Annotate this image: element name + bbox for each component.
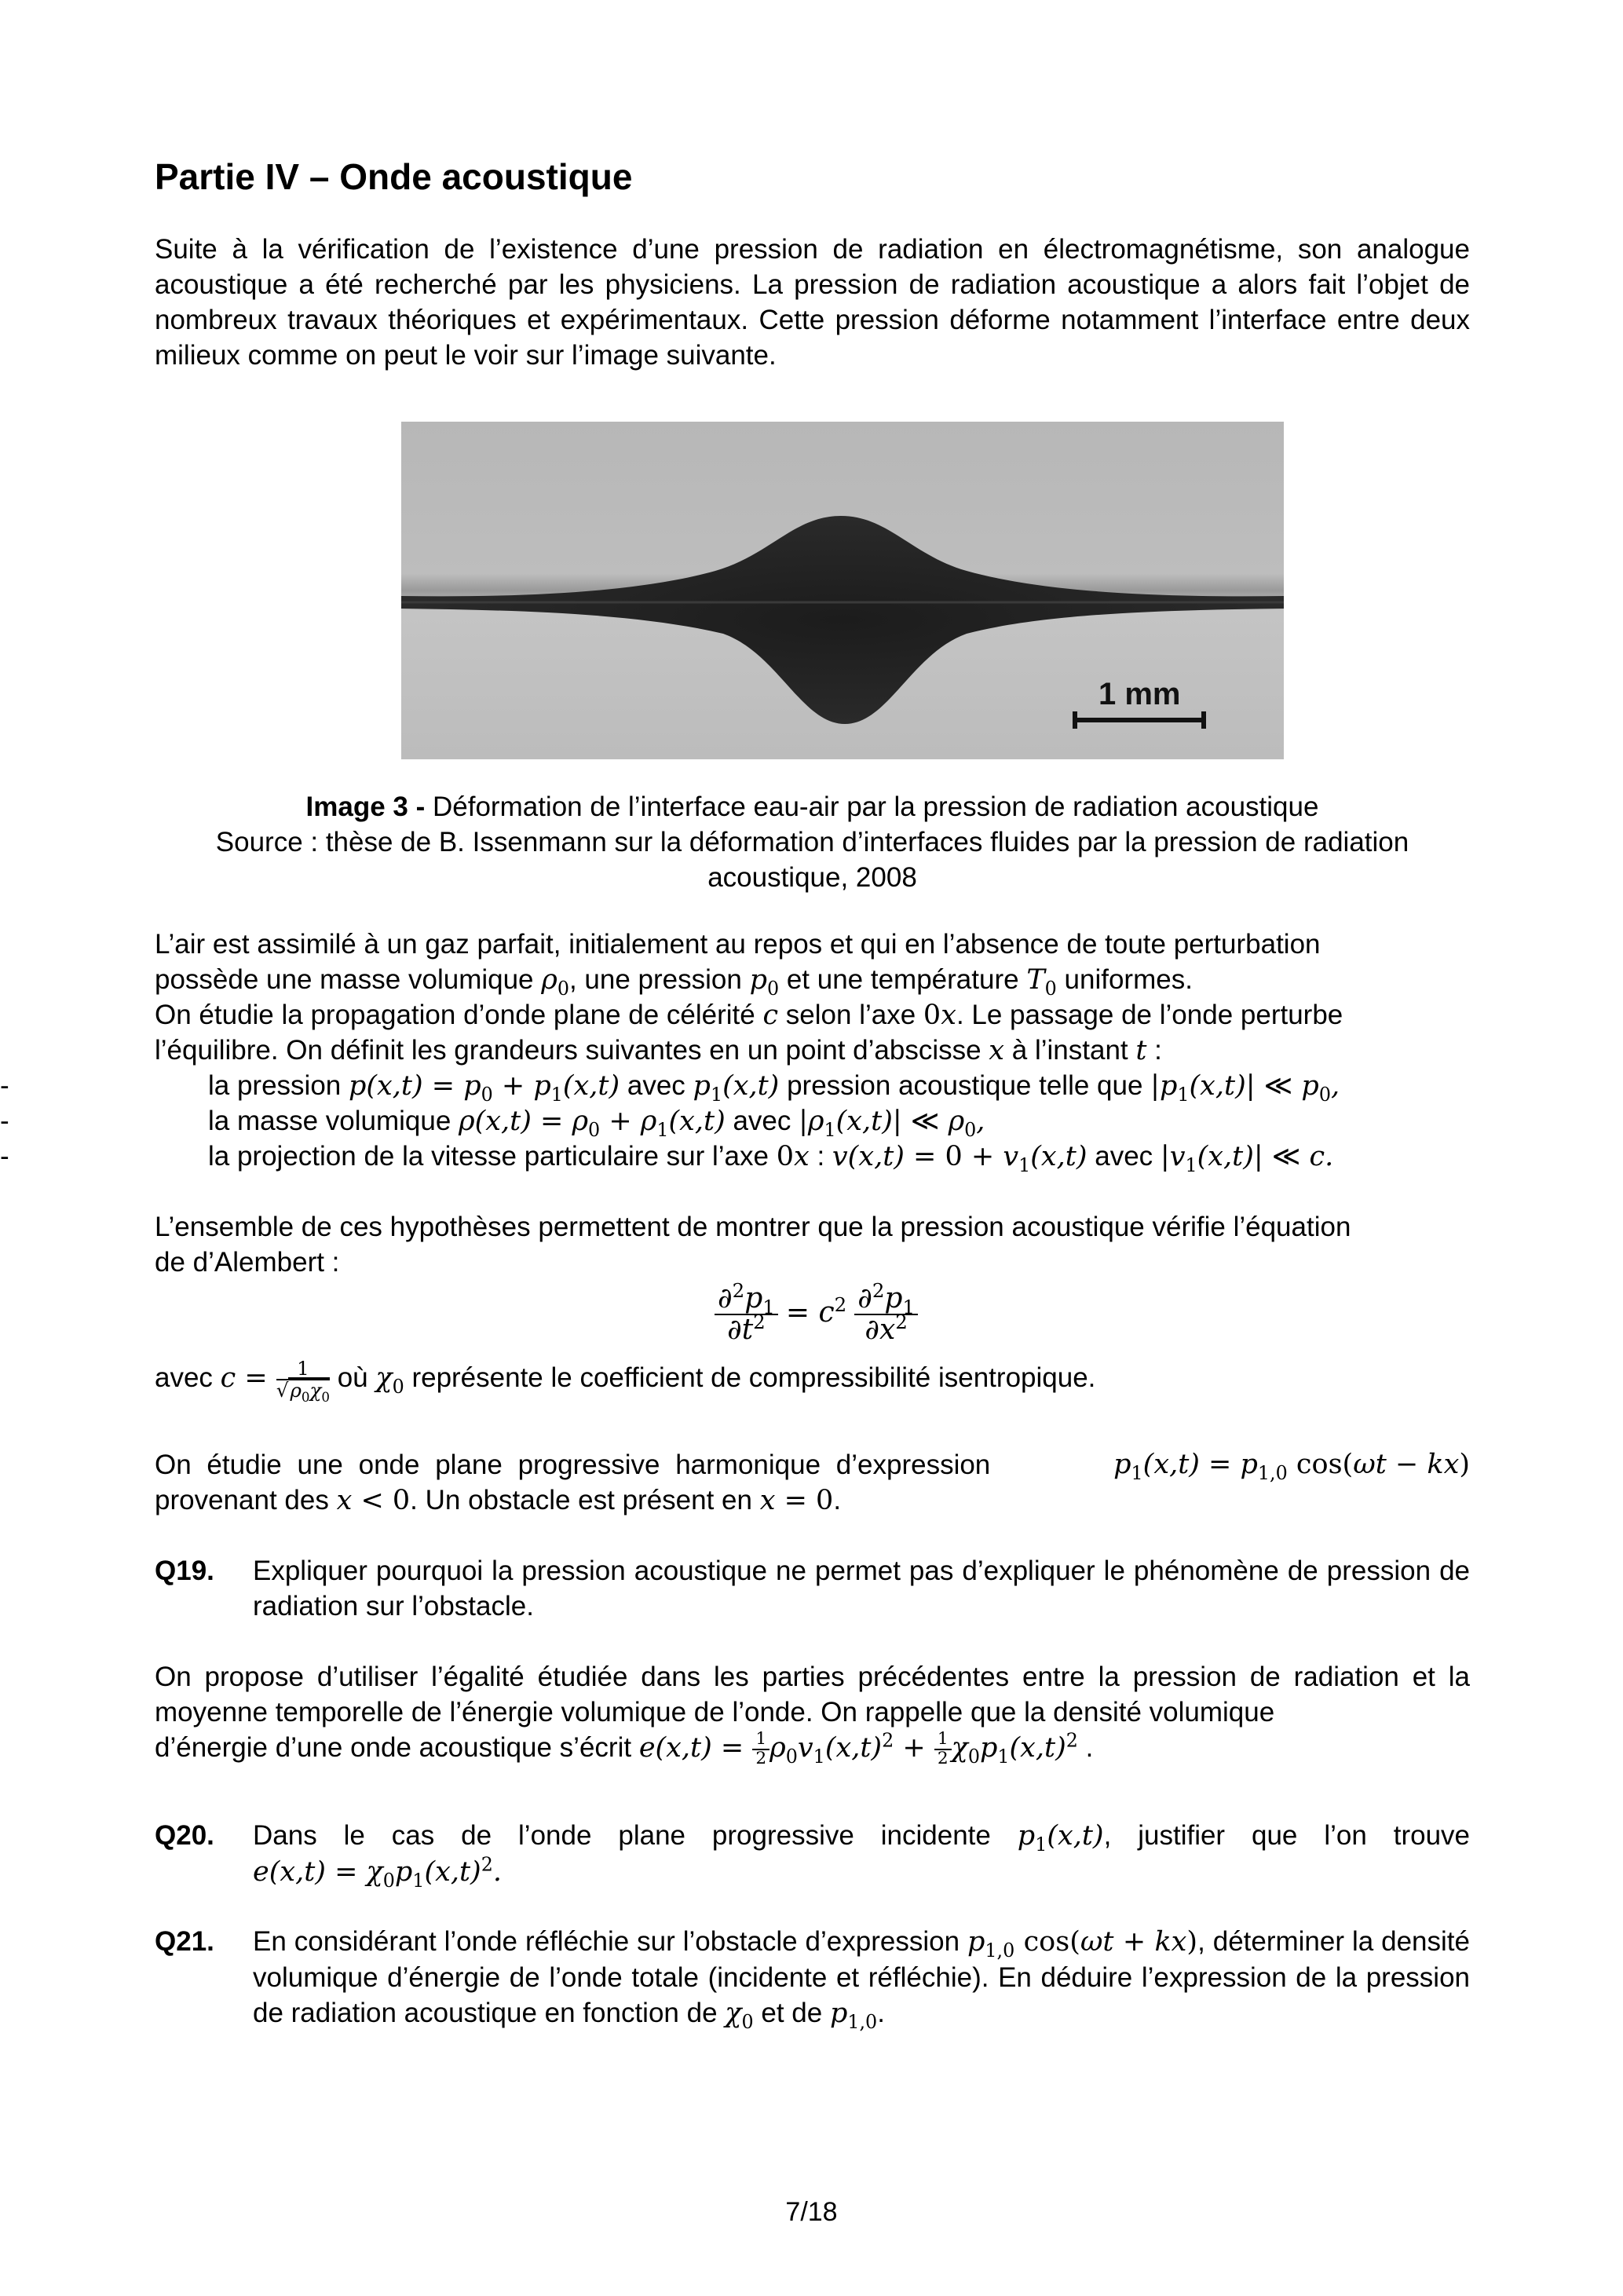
intro-paragraph: Suite à la vérification de l’existence d’une pression de radiation en électromagnétisme, son analogue acoustique a été recherché par les physiciens. La pression de radiation acoustique a alors fait l’objet de nombreux travaux théoriques et expérimentaux. Cette pression déforme notamment l’interface entre deux milieux comme on peut le voir sur l’image suivante. (155, 234, 1470, 371)
dalembert-line-2: de d’Alembert : (155, 1247, 340, 1278)
figure-caption (155, 789, 1470, 895)
dalembert-equation: $\frac{\partial^2p_1}{\partial t^2}$ = $c^2$ $\frac{\partial^2p_1}{\partial x^2}$ (715, 1284, 918, 1345)
q21-text: En considérant l’onde réfléchie sur l’obstacle d’expression $p_{1,0}$ cos(ωt + kx), déterminer la densité volumique d’énergie de l’onde totale (incidente et réfléchie). En déduire l’expression de la pression de radiation acoustique en fonction de $\chi_0$ et de $p_{1,0}$. (253, 1926, 1470, 2033)
celerity-definition: avec c = $\frac{1}{√\rho_0\chi_0}$ où $\chi_0$ représente le coefficient de compressibilité isentropique. (155, 1357, 1096, 1405)
bullet-density: - la masse volumique $\rho(x,t) = \rho_0 + \rho_1(x,t)$ avec $|\rho_1(x,t)|$ ≪ $\rho_0$, (0, 1106, 985, 1141)
energy-paragraph: On propose d’utiliser l’égalité étudiée dans les parties précédentes entre la pression de radiation et la moyenne temporelle de l’énergie volumique de l’onde. On rappelle que la densité volumique (155, 1662, 1470, 1727)
q20-text: Dans le cas de l’onde plane progressive incidente $p_1(x,t)$, justifier que l’on trouve $e(x,t) = \chi_0p_1(x,t)^2$. (253, 1820, 1471, 1892)
q21-label: Q21. (155, 1926, 214, 1957)
q20-label: Q20. (155, 1820, 214, 1851)
air-line-3: On étudie la propagation d’onde plane de célérité c selon l’axe 0x. Le passage de l’onde perturbe (155, 1000, 1343, 1031)
page-number: 7/18 (785, 2197, 838, 2227)
plane-wave-line-2: provenant des x < 0. Un obstacle est présent en x = 0. (155, 1485, 842, 1516)
dalembert-line-1: L’ensemble de ces hypothèses permettent de montrer que la pression acoustique vérifie l’équation (155, 1212, 1351, 1242)
caption-text: Déformation de l’interface eau-air par la pression de radiation acoustique (425, 792, 1319, 822)
bullet-velocity: - la projection de la vitesse particulaire sur l’axe 0x : $v(x,t) = 0 + v_1(x,t)$ avec $|v_1(x,t)|$ ≪ c. (0, 1141, 1334, 1176)
caption-label: Image 3 - (305, 792, 426, 822)
energy-density-formula: d’énergie d’une onde acoustique s’écrit e(x,t) = $\frac{1}{2}$ $\rho_0v_1(x,t)^2$ + $\frac{1}{2}$ $\chi_0p_1(x,t)^2$ . (155, 1728, 1094, 1768)
caption-source: Source : thèse de B. Issenmann sur la déformation d’interfaces fluides par la pression de radiation acoustique, 2008 (215, 827, 1409, 893)
interface-deformation-photo (401, 422, 1284, 759)
air-line-4: l’équilibre. On définit les grandeurs suivantes en un point d’abscisse x à l’instant t : (155, 1035, 1162, 1066)
q19-text: Expliquer pourquoi la pression acoustique ne permet pas d’expliquer le phénomène de pression de radiation sur l’obstacle. (253, 1556, 1470, 1621)
air-line-2: possède une masse volumique $\rho_0$, une pression $p_0$ et une température $T_0$ uniformes. (155, 964, 1193, 1000)
scale-bar-label: 1 mm (1098, 677, 1181, 711)
plane-wave-line-1: On étudie une onde plane progressive harmonique d’expression $p_1(x,t) = p_{1,0}$ cos(ωt − kx) (155, 1449, 1470, 1484)
bullet-pressure: - la pression $p(x,t) = p_0 + p_1(x,t)$ avec $p_1(x,t)$ pression acoustique telle que $|p_1(x,t)|$ ≪ $p_0$, (0, 1070, 1340, 1106)
q19-label: Q19. (155, 1556, 214, 1586)
section-title: Partie IV – Onde acoustique (155, 156, 633, 197)
air-line-1: L’air est assimilé à un gaz parfait, initialement au repos et qui en l’absence de toute perturbation (155, 929, 1321, 960)
